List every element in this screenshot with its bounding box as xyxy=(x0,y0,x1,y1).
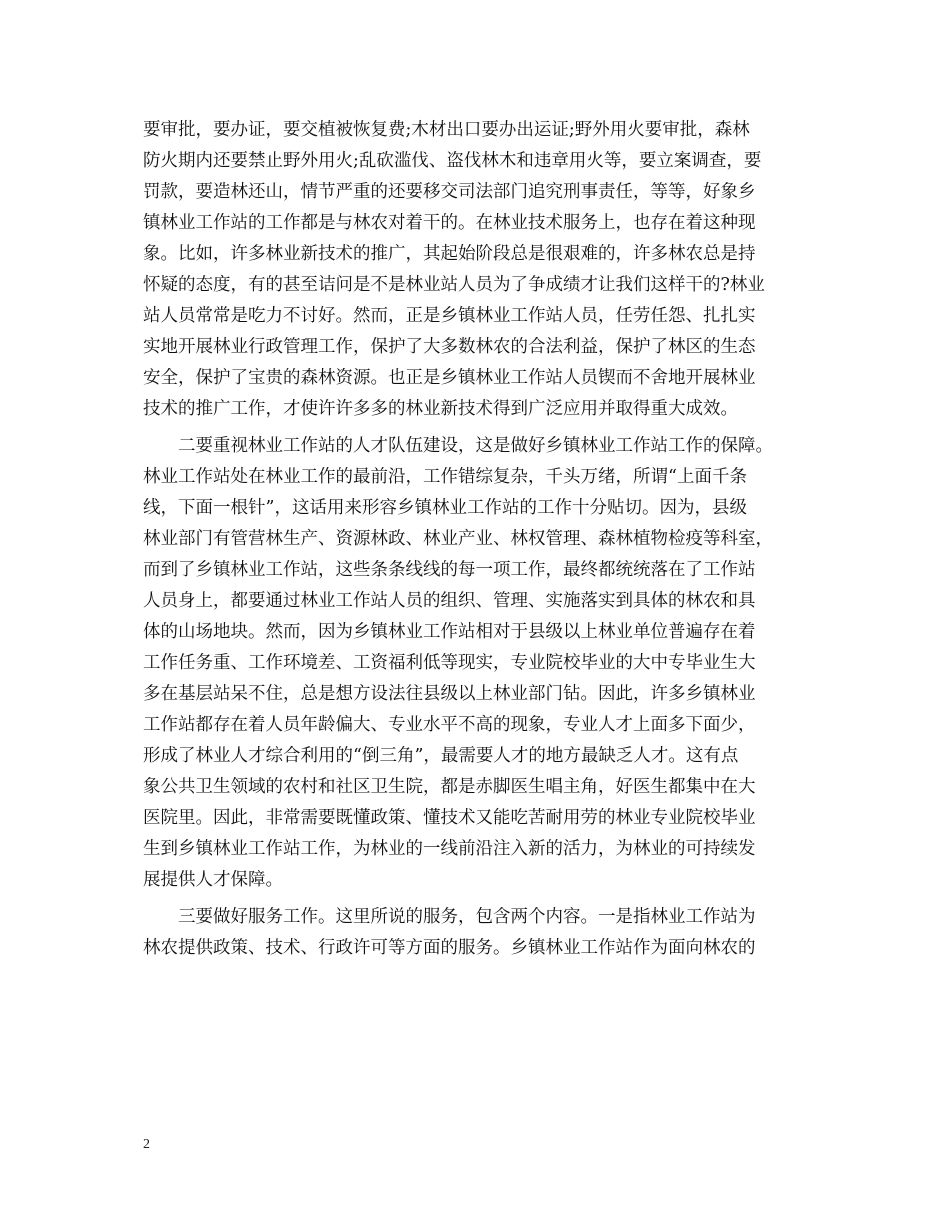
page-number: 2 xyxy=(143,1137,150,1152)
text-line: 形成了林业人才综合利用的“倒三角”，最需要人才的地方最缺乏人才。这有点 xyxy=(143,746,739,766)
text-line: 镇林业工作站的工作都是与林农对着干的。在林业技术服务上，也存在着这种现 xyxy=(143,213,756,233)
text-line: 要审批，要办证，要交植被恢复费;木材出口要办出运证;野外用火要审批，森林 xyxy=(143,120,750,140)
text-line: 林农提供政策、技术、行政许可等方面的服务。乡镇林业工作站作为面向林农的 xyxy=(143,938,756,958)
text-line: 线，下面一根针”，这话用来形容乡镇林业工作站的工作十分贴切。因为，县级 xyxy=(143,498,747,518)
text-line: 生到乡镇林业工作站工作，为林业的一线前沿注入新的活力，为林业的可持续发 xyxy=(143,839,756,859)
text-line: 人员身上，都要通过林业工作站人员的组织、管理、实施落实到具体的林农和具 xyxy=(143,591,756,611)
text-line: 站人员常常是吃力不讨好。然而，正是乡镇林业工作站人员，任劳任怨、扎扎实 xyxy=(143,306,756,326)
text-line: 三要做好服务工作。这里所说的服务，包含两个内容。一是指林业工作站为 xyxy=(178,907,756,927)
body-text xyxy=(143,115,817,964)
text-line: 象公共卫生领域的农村和社区卫生院，都是赤脚医生唱主角，好医生都集中在大 xyxy=(143,777,756,797)
text-line: 怀疑的态度，有的甚至诘问是不是林业站人员为了争成绩才让我们这样干的?林业 xyxy=(143,275,765,295)
text-line: 而到了乡镇林业工作站，这些条条线线的每一项工作，最终都统统落在了工作站 xyxy=(143,560,756,580)
text-line: 展提供人才保障。 xyxy=(143,870,283,890)
text-line: 多在基层站呆不住，总是想方设法往县级以上林业部门钻。因此，许多乡镇林业 xyxy=(143,684,756,704)
text-line: 林业部门有管营林生产、资源林政、林业产业、林权管理、森林植物检疫等科室， xyxy=(143,529,773,549)
text-line: 实地开展林业行政管理工作，保护了大多数林农的合法利益，保护了林区的生态 xyxy=(143,337,756,357)
text-line: 工作站都存在着人员年龄偏大、专业水平不高的现象，专业人才上面多下面少， xyxy=(143,715,756,735)
text-line: 林业工作站处在林业工作的最前沿，工作错综复杂，千头万绪，所谓“上面千条 xyxy=(143,467,747,487)
paragraph-2 xyxy=(143,431,817,896)
text-line: 象。比如，许多林业新技术的推广，其起始阶段总是很艰难的，许多林农总是持 xyxy=(143,244,756,264)
text-line: 工作任务重、工作环境差、工资福利低等现实，专业院校毕业的大中专毕业生大 xyxy=(143,653,756,673)
text-line: 技术的推广工作，才使许许多多的林业新技术得到广泛应用并取得重大成效。 xyxy=(143,399,738,419)
text-line: 防火期内还要禁止野外用火;乱砍滥伐、盗伐林木和违章用火等，要立案调查，要 xyxy=(143,151,762,171)
text-line: 医院里。因此，非常需要既懂政策、懂技术又能吃苦耐用劳的林业专业院校毕业 xyxy=(143,808,756,828)
text-line: 体的山场地块。然而，因为乡镇林业工作站相对于县级以上林业单位普遍存在着 xyxy=(143,622,756,642)
text-line: 安全，保护了宝贵的森林资源。也正是乡镇林业工作站人员锲而不舍地开展林业 xyxy=(143,368,756,388)
text-line: 二要重视林业工作站的人才队伍建设，这是做好乡镇林业工作站工作的保障。 xyxy=(178,436,773,456)
paragraph-3 xyxy=(143,902,817,964)
text-line: 罚款，要造林还山，情节严重的还要移交司法部门追究刑事责任，等等，好象乡 xyxy=(143,182,756,202)
paragraph-1 xyxy=(143,115,817,425)
